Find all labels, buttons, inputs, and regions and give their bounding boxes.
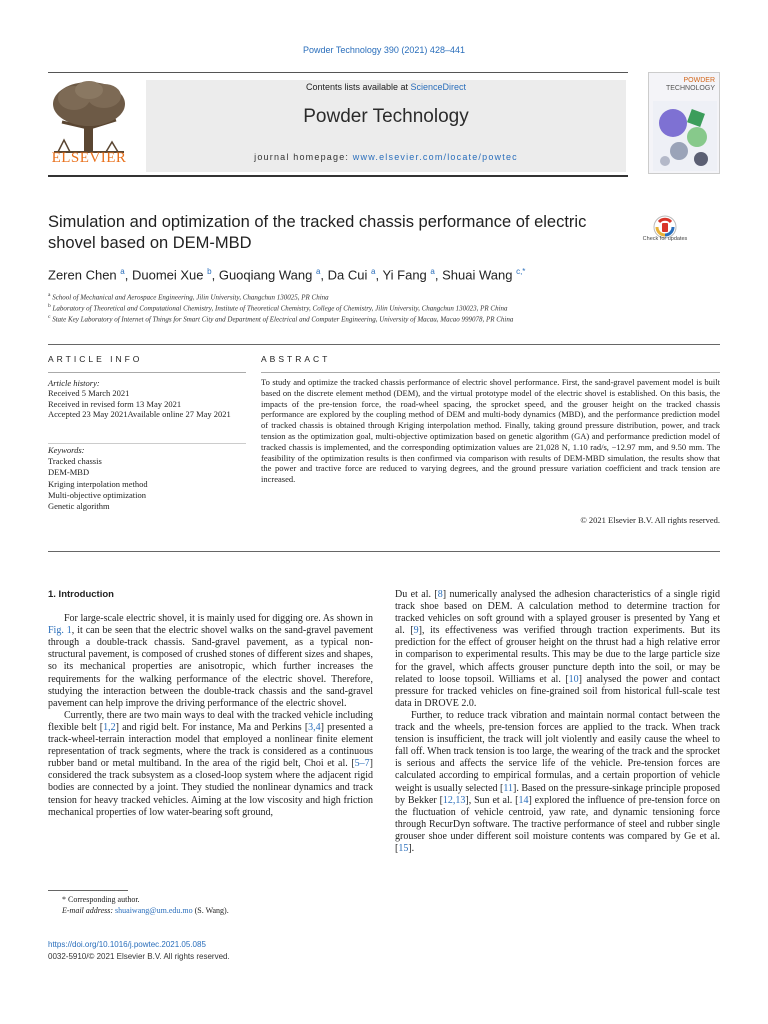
paragraph-text: ] explored the influence of pre-tension force on the fluctuation of vehicle centroid, yaw rate, and dynamic tensioning force through RecurDyn software. The tractive performance of steel and rubber single grouser shoe under different soil moisture contents was compared by Ge et al. [ [395,794,720,854]
author-name[interactable]: Zeren Chen [48,267,117,283]
cover-title-line-2: TECHNOLOGY [665,85,715,92]
paragraph-text: ] and rigid belt. For instance, Ma and Perkins [ [115,721,309,733]
citation-link[interactable]: Fig. 1 [48,625,72,637]
cover-title-line-1: POWDER [683,77,715,84]
publisher-wordmark: ELSEVIER [51,150,127,166]
contents-prefix: Contents lists available at [305,82,411,92]
abstract-divider [48,551,720,552]
author-separator: , [320,267,328,283]
author-separator: , [124,267,132,283]
keywords-rule [48,443,246,444]
paragraph-text: ] presented a track-wheel-terrain interaction model that employed a nonlinear finite element representation of track segments, where the track is considered as a continuous rubber band or metal multiband. In the area of the rigid belt, Choi et al. [ [48,721,373,770]
author-separator: , [211,267,219,283]
citation-link[interactable]: 12,13 [442,794,466,806]
body-paragraph [395,589,720,710]
email-link[interactable]: shuaiwang@um.edu.mo [115,906,193,915]
masthead [48,72,720,176]
citation-link[interactable]: 14 [518,794,529,806]
paragraph-text: For large-scale electric shovel, it is mainly used for digging ore. As shown in [64,613,373,625]
author-affiliation-mark[interactable]: a [430,267,435,276]
corresponding-author-footnote [62,894,382,916]
citation-link[interactable]: 11 [503,782,514,794]
body-paragraph [395,710,720,855]
abstract-copyright: © 2021 Elsevier B.V. All rights reserved. [580,515,720,525]
author-name[interactable]: Da Cui [327,267,368,283]
author-separator: , [434,267,443,283]
footnote-mark: * [62,895,66,904]
keyword-item: Genetic algorithm [48,501,110,512]
affiliation-mark: c [48,314,51,320]
homepage-line [146,152,626,162]
body-column-left [48,589,373,819]
article-info-heading: ARTICLE INFO [48,354,143,364]
paragraph-text: , it can be seen that the electric shovel walks on the sand-gravel pavement through a double-track chassis. Sand-gravel pavement, as a typical non-structural pavement, is composed of crushed stones of different sizes and shapes, so its mechanical properties are anisotropic, which further increases the requirements for the walking performance of the electric shovel. Therefore, studying the interaction between the double-track chassis and the sand-gravel pavement can help improve the driving performance of the electric shovel. [48,625,374,709]
article-info-rule [48,372,246,373]
doi-link[interactable]: https://doi.org/10.1016/j.powtec.2021.05.085 [48,940,206,949]
affiliation-c [48,314,720,323]
affiliation-mark: b [48,303,51,309]
journal-banner [146,80,626,172]
author-name[interactable]: Guoqiang Wang [218,267,313,283]
history-item: Accepted 23 May 2021Available online 27 May 2021 [48,409,231,420]
author-affiliation-mark[interactable]: a [315,267,321,276]
citation-link[interactable]: 5–7 [354,758,370,770]
author-name[interactable]: Duomei Xue [131,267,204,283]
citation-link[interactable]: 10 [568,673,579,685]
author-affiliation-mark[interactable]: c,* [516,267,526,276]
author-separator: , [375,267,383,283]
section-heading: 1. Introduction [48,589,114,600]
history-label: Article history: [48,378,100,388]
sciencedirect-link[interactable]: ScienceDirect [410,82,467,92]
cover-title [663,77,719,93]
keyword-item: Tracked chassis [48,456,102,467]
affiliation-mark: a [48,292,51,298]
footnote-email [62,905,382,916]
keyword-item: Kriging interpolation method [48,478,148,489]
affiliation-text: State Key Laboratory of Internet of Things for Smart City and Department of Electrical and Computer Engineering, University of Macau, Macao 999078, PR China [52,315,514,324]
abstract-rule [261,372,720,373]
masthead-bottom-rule [48,175,628,177]
paragraph-text: Further, to reduce track vibration and maintain normal contact between the track and the wheels, pre-tension forces are applied to the track. When track tension is insufficient, the track will jolt violently and easily cause the wheel to fall off. When track tension is too large, the wearing of the track and the sprocket is serious and affects the service life of the vehicle. Pre-tension forces are calculated according to empirical formulas, and a certain proportion of vehicle weight is usually selected [ [395,709,720,794]
journal-name: Powder Technology [303,106,469,127]
abstract-text: To study and optimize the tracked chassis performance of electric shovel performance. First, the sand-gravel pavement model is built based on the discrete element method (DEM), and the virtual prototype model of the electric shovel is established. On this basis, the impacts of the pre-tension force, the road-wheel spacing, the sprocket speed, and the grouser height on the tracked chassis performance are explored by the coupling method of DEM and multi-body dynamics (MBD), and the performance prediction model of tracked chassis is obtained through Kriging interpolation method. Finally, taking ground pressure distribution, power, and track tension as the optimization goal, multi-objective optimization based on genetic algorithm (GA) and performance prediction model of tracked chassis is implemented, and the corresponding optimization values are 21,028 N, 1.10 rad/s, −12.97 mm, and 9.50 mm. The feasibility of the optimization results is then confirmed via comparison with results of DEM-MBD simulation, the results show that the power and tractive force are reduced to varying degrees, and the ground pressure variation coefficient and track tension are increased. [261,377,720,485]
left-paragraphs [48,613,373,819]
homepage-link[interactable]: www.elsevier.com/locate/powtec [352,152,518,162]
paragraph-text: ] considered the track subsystem as a closed-loop system where the adjacent rigid bodies are connected by a joint. They studied the nonlinear dynamics and track tension for heavy tracked vehicles. Aiming at the low viscosity and high friction mechanical properties of low water-bearing soft ground, [48,758,373,818]
body-column-right [395,589,720,855]
paragraph-text: ] analysed the power and contact pressure for tracked vehicles on fine-grained soil from historical full-scale test data in DROVE 2.0. [395,673,720,709]
citation-link[interactable]: 8 [437,589,443,600]
email-label: E-mail address: [62,906,114,915]
author-affiliation-mark[interactable]: a [120,267,125,276]
paragraph-text: ]. [408,842,415,854]
body-paragraph [48,710,373,819]
affiliation-text: School of Mechanical and Aerospace Engineering, Jilin University, Changchun 130025, PR China [52,293,329,302]
citation-link[interactable]: 15 [398,842,409,854]
email-suffix: (S. Wang). [192,906,229,915]
masthead-top-rule [48,72,628,73]
affiliation-a [48,292,720,301]
cover-artwork-icon [653,101,717,171]
footnote-rule [48,890,128,891]
affiliation-b [48,303,720,312]
journal-reference[interactable]: Powder Technology 390 (2021) 428–441 [303,45,465,55]
journal-cover[interactable] [648,72,720,174]
check-for-updates-icon[interactable] [647,214,683,254]
keywords-label: Keywords: [48,445,85,455]
paragraph-text: ]. Based on the pressure-sinkage principle proposed by Bekker [ [395,782,720,806]
footnote-corresponding [62,894,382,905]
citation-link[interactable]: 9 [413,625,419,637]
issn-line: 0032-5910/© 2021 Elsevier B.V. All rights reserved. [48,952,230,961]
check-for-updates-label[interactable]: Check for updates [642,236,688,242]
paragraph-text: ], Sun et al. [ [465,794,519,806]
history-item: Received 5 March 2021 [48,388,130,399]
right-paragraphs [395,589,720,855]
author-affiliation-mark[interactable]: a [371,267,376,276]
contents-line [146,82,626,92]
homepage-prefix: journal homepage: [254,152,353,162]
history-item: Received in revised form 13 May 2021 [48,398,182,409]
paragraph-text: ], its effectiveness was verified through traction experiments. But its prediction for the effect of grouser height on the thrust had a high relative error in comparison to experimental results. This may be due to the large particle size for the gravel, which affects grouser puncture depth into the soil, or may be related to loose topsoil. Williams et al. [ [395,625,720,685]
keywords-block [48,445,246,512]
author-affiliation-mark[interactable]: b [207,267,212,276]
author-name[interactable]: Shuai Wang [442,267,513,283]
author-list [48,267,720,282]
citation-link[interactable]: 1,2 [103,721,116,733]
footnote-corresponding-text: Corresponding author. [68,895,140,904]
header-divider [48,344,720,345]
citation-link[interactable]: 3,4 [308,721,321,733]
abstract-heading: ABSTRACT [261,354,331,364]
keyword-item: DEM-MBD [48,467,90,478]
article-history [48,378,246,420]
article-title: Simulation and optimization of the tracked chassis performance of electric shovel based on DEM-MBD [48,213,587,252]
body-paragraph [48,613,373,710]
affiliation-text: Laboratory of Theoretical and Computational Chemistry, Institute of Theoretical Chemistry, College of Chemistry, Jilin University, Changchun 130023, PR China [52,304,508,313]
author-name[interactable]: Yi Fang [382,267,427,283]
paragraph-text: Du et al. [ [395,589,438,600]
paragraph-text: Currently, there are two main ways to deal with the tracked vehicle including flexible belt [ [48,709,373,733]
keyword-item: Multi-objective optimization [48,489,146,500]
paragraph-text: ] numerically analysed the adhesion characteristics of a single rigid track shoe based on DEM. A calculation method to determine traction for tracked vehicles on soft ground with a splayed grouser is presented by Yang et al. [ [395,589,720,637]
